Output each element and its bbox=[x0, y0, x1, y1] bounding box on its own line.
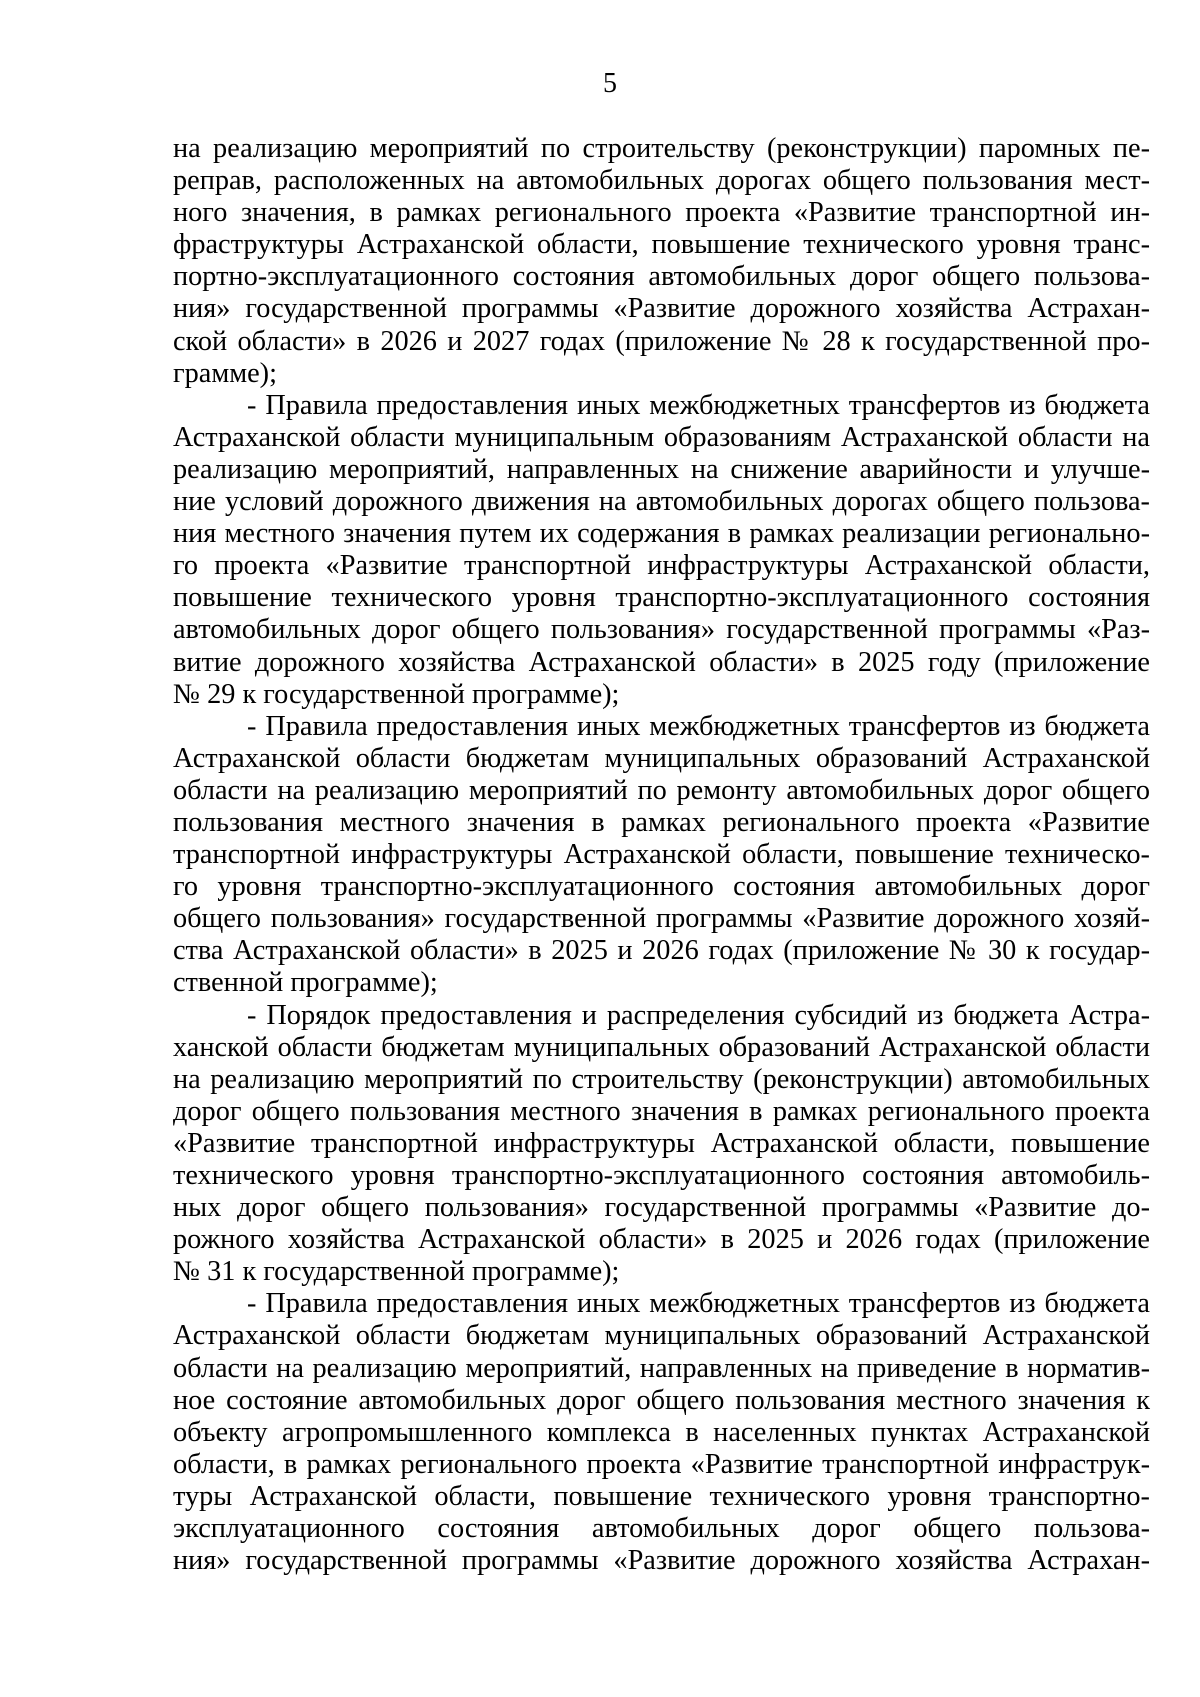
text-line: Астраханской области бюджетам муниципальных образований Астраханской bbox=[173, 1320, 1150, 1352]
text-line: области на реализацию мероприятий, направленных на приведение в норматив- bbox=[173, 1352, 1150, 1384]
text-line: повышение технического уровня транспортно-эксплуатационного состояния bbox=[173, 582, 1150, 614]
text-line: ния» государственной программы «Развитие дорожного хозяйства Астрахан- bbox=[173, 293, 1150, 325]
text-line: Астраханской области муниципальным образованиям Астраханской области на bbox=[173, 421, 1150, 453]
text-line: ской области» в 2026 и 2027 годах (приложение № 28 к государственной про- bbox=[173, 325, 1150, 357]
text-line: реправ, расположенных на автомобильных дорогах общего пользования мест- bbox=[173, 165, 1150, 197]
paragraph bbox=[173, 390, 1150, 711]
text-line: автомобильных дорог общего пользования» государственной программы «Раз- bbox=[173, 614, 1150, 646]
text-line: ханской области бюджетам муниципальных образований Астраханской области bbox=[173, 1031, 1150, 1063]
text-line: эксплуатационного состояния автомобильных дорог общего пользова- bbox=[173, 1513, 1150, 1545]
text-line: ного значения, в рамках регионального проекта «Развитие транспортной ин- bbox=[173, 197, 1150, 229]
paragraph bbox=[173, 711, 1150, 1000]
text-line: дорог общего пользования местного значения в рамках регионального проекта bbox=[173, 1095, 1150, 1127]
text-line: ния местного значения путем их содержания в рамках реализации регионально- bbox=[173, 518, 1150, 550]
paragraph bbox=[173, 1288, 1150, 1577]
text-line: пользования местного значения в рамках регионального проекта «Развитие bbox=[173, 806, 1150, 838]
text-line: ние условий дорожного движения на автомобильных дорогах общего пользова- bbox=[173, 486, 1150, 518]
text-line: - Порядок предоставления и распределения субсидий из бюджета Астра- bbox=[247, 999, 1150, 1031]
text-line: объекту агропромышленного комплекса в населенных пунктах Астраханской bbox=[173, 1416, 1150, 1448]
text-line: портно-эксплуатационного состояния автомобильных дорог общего пользова- bbox=[173, 261, 1150, 293]
text-line: области на реализацию мероприятий по ремонту автомобильных дорог общего bbox=[173, 774, 1150, 806]
text-line: фраструктуры Астраханской области, повышение технического уровня транс- bbox=[173, 229, 1150, 261]
text-line: «Развитие транспортной инфраструктуры Астраханской области, повышение bbox=[173, 1127, 1150, 1159]
text-line: общего пользования» государственной программы «Развитие дорожного хозяй- bbox=[173, 903, 1150, 935]
text-line: ства Астраханской области» в 2025 и 2026 годах (приложение № 30 к государ- bbox=[173, 935, 1150, 967]
text-line: - Правила предоставления иных межбюджетных трансфертов из бюджета bbox=[247, 389, 1150, 421]
text-line: ственной программе); bbox=[173, 967, 438, 999]
text-line: туры Астраханской области, повышение технического уровня транспортно- bbox=[173, 1480, 1150, 1512]
text-line: ных дорог общего пользования» государственной программы «Развитие до- bbox=[173, 1192, 1150, 1224]
page-number: 5 bbox=[603, 68, 617, 99]
text-line: на реализацию мероприятий по строительству (реконструкции) автомобильных bbox=[173, 1063, 1150, 1095]
text-line: транспортной инфраструктуры Астраханской области, повышение техническо- bbox=[173, 839, 1150, 871]
text-line: ное состояние автомобильных дорог общего пользования местного значения к bbox=[173, 1384, 1150, 1416]
text-line: го уровня транспортно-эксплуатационного состояния автомобильных дорог bbox=[173, 871, 1150, 903]
paragraph bbox=[173, 1000, 1150, 1289]
text-line: го проекта «Развитие транспортной инфраструктуры Астраханской области, bbox=[173, 550, 1150, 582]
text-line: реализацию мероприятий, направленных на снижение аварийности и улучше- bbox=[173, 453, 1150, 485]
text-line: Астраханской области бюджетам муниципальных образований Астраханской bbox=[173, 742, 1150, 774]
text-line: на реализацию мероприятий по строительству (реконструкции) паромных пе- bbox=[173, 133, 1150, 164]
text-line: № 31 к государственной программе); bbox=[173, 1256, 620, 1288]
text-line: - Правила предоставления иных межбюджетных трансфертов из бюджета bbox=[247, 710, 1150, 742]
document-body bbox=[173, 133, 1150, 1577]
text-line: рожного хозяйства Астраханской области» в 2025 и 2026 годах (приложение bbox=[173, 1224, 1150, 1256]
text-line: витие дорожного хозяйства Астраханской области» в 2025 году (приложение bbox=[173, 646, 1150, 678]
text-line: области, в рамках регионального проекта «Развитие транспортной инфраструк- bbox=[173, 1448, 1150, 1480]
text-line: грамме); bbox=[173, 357, 277, 389]
text-line: ния» государственной программы «Развитие дорожного хозяйства Астрахан- bbox=[173, 1545, 1150, 1577]
paragraph bbox=[173, 133, 1150, 390]
text-line: № 29 к государственной программе); bbox=[173, 678, 620, 710]
text-line: - Правила предоставления иных межбюджетных трансфертов из бюджета bbox=[247, 1288, 1150, 1320]
text-line: технического уровня транспортно-эксплуатационного состояния автомобиль- bbox=[173, 1160, 1150, 1191]
